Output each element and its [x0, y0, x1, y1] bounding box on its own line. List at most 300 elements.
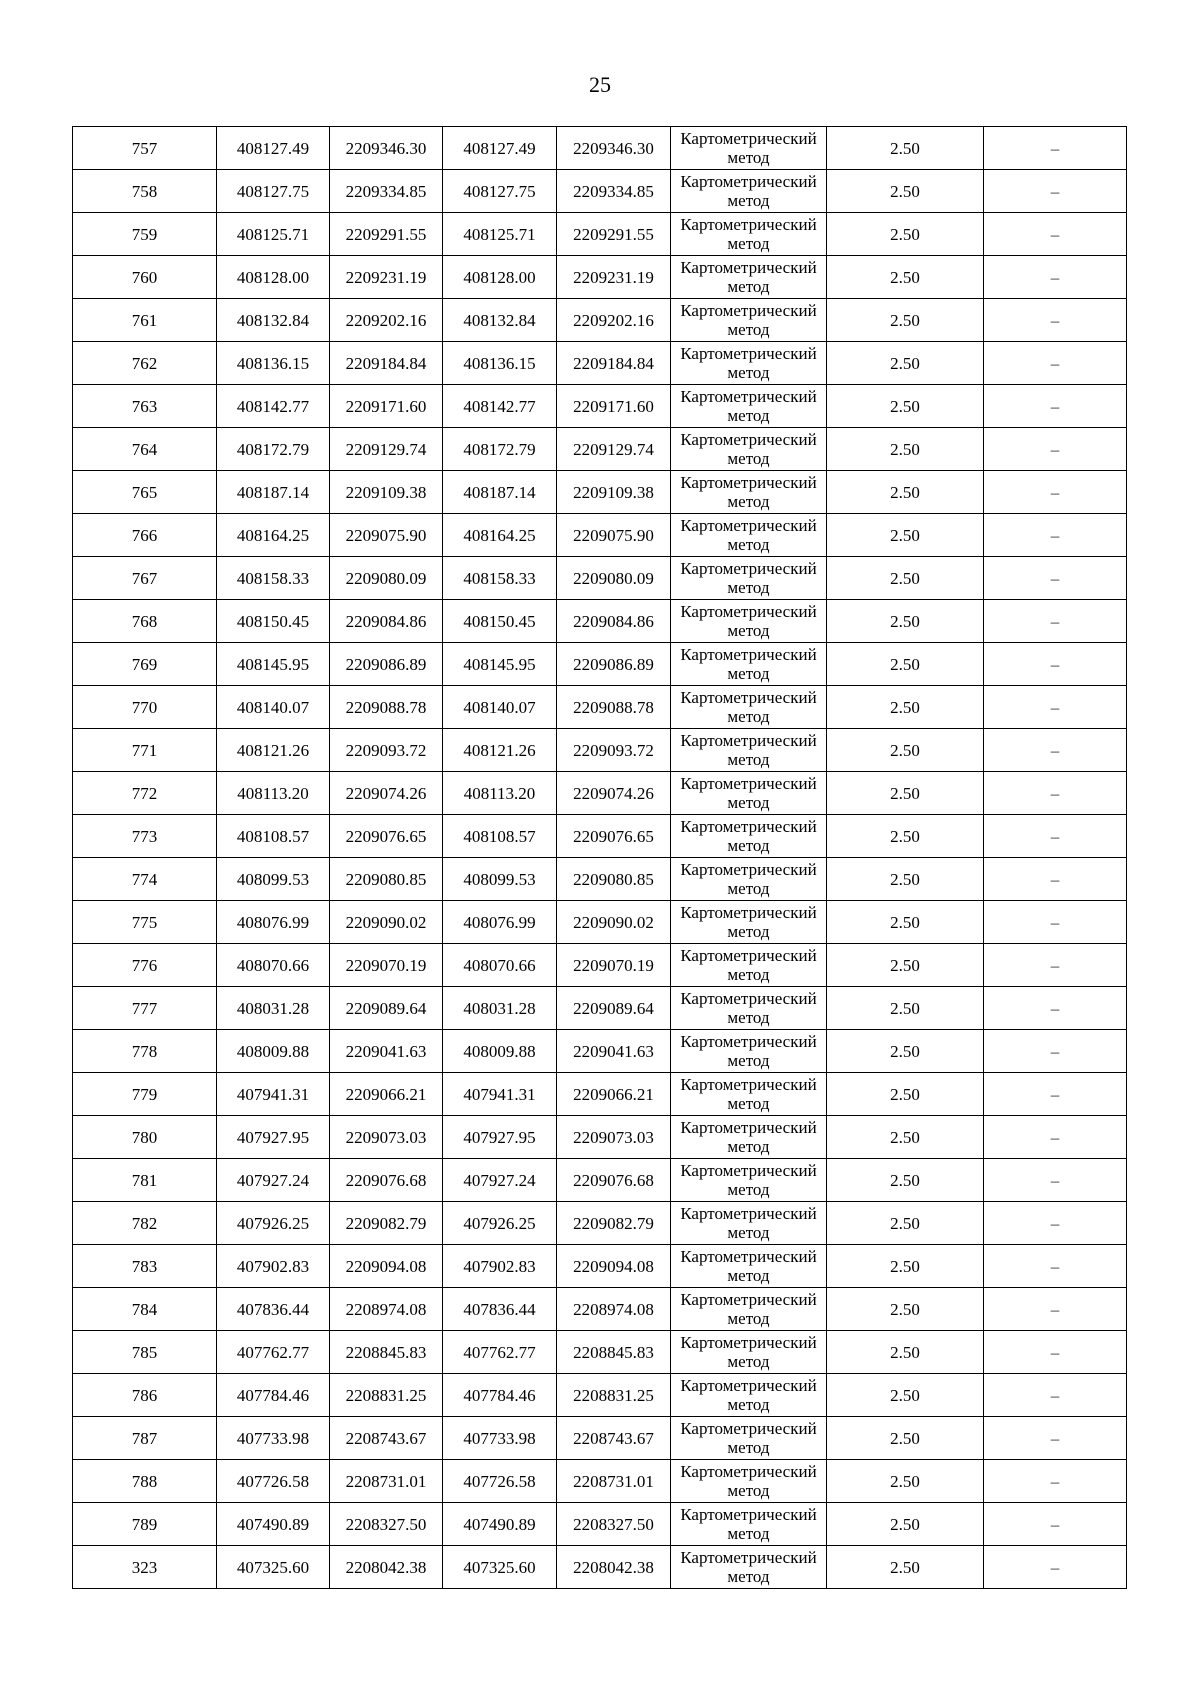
note-cell: – — [984, 1546, 1127, 1589]
y-coordinate-cell: 2208743.67 — [330, 1417, 443, 1460]
x-coordinate-cell: 408121.26 — [217, 729, 330, 772]
x-coordinate-cell: 408136.15 — [217, 342, 330, 385]
note-cell: – — [984, 1116, 1127, 1159]
note-cell: – — [984, 600, 1127, 643]
method-cell: Картометрический метод — [671, 1331, 827, 1374]
point-number-cell: 777 — [73, 987, 217, 1030]
x-coordinate-cell: 408136.15 — [443, 342, 557, 385]
method-cell: Картометрический метод — [671, 213, 827, 256]
x-coordinate-cell: 408145.95 — [443, 643, 557, 686]
table-body — [73, 127, 1127, 1589]
point-number-cell: 323 — [73, 1546, 217, 1589]
y-coordinate-cell: 2209231.19 — [330, 256, 443, 299]
y-coordinate-cell: 2209093.72 — [557, 729, 671, 772]
table-row — [73, 729, 1127, 772]
y-coordinate-cell: 2208974.08 — [330, 1288, 443, 1331]
note-cell: – — [984, 170, 1127, 213]
x-coordinate-cell: 407926.25 — [443, 1202, 557, 1245]
method-cell: Картометрический метод — [671, 1245, 827, 1288]
table-row — [73, 1546, 1127, 1589]
x-coordinate-cell: 408132.84 — [443, 299, 557, 342]
y-coordinate-cell: 2209084.86 — [557, 600, 671, 643]
accuracy-cell: 2.50 — [827, 1417, 984, 1460]
method-cell: Картометрический метод — [671, 1288, 827, 1331]
accuracy-cell: 2.50 — [827, 514, 984, 557]
x-coordinate-cell: 407836.44 — [443, 1288, 557, 1331]
point-number-cell: 765 — [73, 471, 217, 514]
y-coordinate-cell: 2209334.85 — [557, 170, 671, 213]
x-coordinate-cell: 408076.99 — [443, 901, 557, 944]
point-number-cell: 773 — [73, 815, 217, 858]
accuracy-cell: 2.50 — [827, 1245, 984, 1288]
method-cell: Картометрический метод — [671, 1417, 827, 1460]
point-number-cell: 762 — [73, 342, 217, 385]
accuracy-cell: 2.50 — [827, 342, 984, 385]
point-number-cell: 766 — [73, 514, 217, 557]
x-coordinate-cell: 407490.89 — [443, 1503, 557, 1546]
x-coordinate-cell: 408164.25 — [443, 514, 557, 557]
accuracy-cell: 2.50 — [827, 428, 984, 471]
note-cell: – — [984, 557, 1127, 600]
y-coordinate-cell: 2208042.38 — [557, 1546, 671, 1589]
x-coordinate-cell: 408158.33 — [217, 557, 330, 600]
table-row — [73, 1503, 1127, 1546]
table-row — [73, 1245, 1127, 1288]
point-number-cell: 776 — [73, 944, 217, 987]
method-cell: Картометрический метод — [671, 1030, 827, 1073]
y-coordinate-cell: 2209076.68 — [557, 1159, 671, 1202]
table-row — [73, 1030, 1127, 1073]
x-coordinate-cell: 407726.58 — [443, 1460, 557, 1503]
accuracy-cell: 2.50 — [827, 944, 984, 987]
x-coordinate-cell: 407325.60 — [217, 1546, 330, 1589]
table-row — [73, 858, 1127, 901]
y-coordinate-cell: 2209202.16 — [557, 299, 671, 342]
x-coordinate-cell: 408140.07 — [217, 686, 330, 729]
table-row — [73, 643, 1127, 686]
accuracy-cell: 2.50 — [827, 600, 984, 643]
accuracy-cell: 2.50 — [827, 1460, 984, 1503]
method-cell: Картометрический метод — [671, 385, 827, 428]
method-cell: Картометрический метод — [671, 256, 827, 299]
method-cell: Картометрический метод — [671, 1116, 827, 1159]
point-number-cell: 771 — [73, 729, 217, 772]
table-row — [73, 686, 1127, 729]
table-row — [73, 514, 1127, 557]
x-coordinate-cell: 408127.75 — [443, 170, 557, 213]
x-coordinate-cell: 408128.00 — [443, 256, 557, 299]
note-cell: – — [984, 643, 1127, 686]
note-cell: – — [984, 815, 1127, 858]
point-number-cell: 787 — [73, 1417, 217, 1460]
y-coordinate-cell: 2209090.02 — [330, 901, 443, 944]
x-coordinate-cell: 407927.95 — [443, 1116, 557, 1159]
y-coordinate-cell: 2209334.85 — [330, 170, 443, 213]
y-coordinate-cell: 2208845.83 — [557, 1331, 671, 1374]
y-coordinate-cell: 2209171.60 — [557, 385, 671, 428]
point-number-cell: 782 — [73, 1202, 217, 1245]
x-coordinate-cell: 408158.33 — [443, 557, 557, 600]
x-coordinate-cell: 408127.49 — [443, 127, 557, 170]
x-coordinate-cell: 407762.77 — [443, 1331, 557, 1374]
accuracy-cell: 2.50 — [827, 471, 984, 514]
note-cell: – — [984, 213, 1127, 256]
x-coordinate-cell: 407902.83 — [217, 1245, 330, 1288]
method-cell: Картометрический метод — [671, 987, 827, 1030]
y-coordinate-cell: 2209074.26 — [557, 772, 671, 815]
point-number-cell: 772 — [73, 772, 217, 815]
y-coordinate-cell: 2209075.90 — [557, 514, 671, 557]
x-coordinate-cell: 408172.79 — [217, 428, 330, 471]
y-coordinate-cell: 2209075.90 — [330, 514, 443, 557]
note-cell: – — [984, 1460, 1127, 1503]
table-row — [73, 944, 1127, 987]
note-cell: – — [984, 1030, 1127, 1073]
x-coordinate-cell: 408076.99 — [217, 901, 330, 944]
y-coordinate-cell: 2209089.64 — [557, 987, 671, 1030]
point-number-cell: 764 — [73, 428, 217, 471]
accuracy-cell: 2.50 — [827, 1159, 984, 1202]
y-coordinate-cell: 2209089.64 — [330, 987, 443, 1030]
point-number-cell: 774 — [73, 858, 217, 901]
y-coordinate-cell: 2209088.78 — [557, 686, 671, 729]
point-number-cell: 769 — [73, 643, 217, 686]
method-cell: Картометрический метод — [671, 1460, 827, 1503]
table-row — [73, 1417, 1127, 1460]
y-coordinate-cell: 2208831.25 — [557, 1374, 671, 1417]
x-coordinate-cell: 408031.28 — [443, 987, 557, 1030]
y-coordinate-cell: 2209291.55 — [557, 213, 671, 256]
note-cell: – — [984, 858, 1127, 901]
method-cell: Картометрический метод — [671, 1503, 827, 1546]
note-cell: – — [984, 514, 1127, 557]
note-cell: – — [984, 256, 1127, 299]
y-coordinate-cell: 2209076.65 — [330, 815, 443, 858]
x-coordinate-cell: 408070.66 — [443, 944, 557, 987]
table-row — [73, 385, 1127, 428]
y-coordinate-cell: 2209074.26 — [330, 772, 443, 815]
y-coordinate-cell: 2209093.72 — [330, 729, 443, 772]
method-cell: Картометрический метод — [671, 299, 827, 342]
y-coordinate-cell: 2209094.08 — [330, 1245, 443, 1288]
y-coordinate-cell: 2208731.01 — [557, 1460, 671, 1503]
point-number-cell: 788 — [73, 1460, 217, 1503]
x-coordinate-cell: 408121.26 — [443, 729, 557, 772]
y-coordinate-cell: 2208042.38 — [330, 1546, 443, 1589]
method-cell: Картометрический метод — [671, 170, 827, 213]
method-cell: Картометрический метод — [671, 1202, 827, 1245]
point-number-cell: 763 — [73, 385, 217, 428]
y-coordinate-cell: 2209291.55 — [330, 213, 443, 256]
accuracy-cell: 2.50 — [827, 1331, 984, 1374]
point-number-cell: 775 — [73, 901, 217, 944]
method-cell: Картометрический метод — [671, 858, 827, 901]
y-coordinate-cell: 2209184.84 — [557, 342, 671, 385]
x-coordinate-cell: 407926.25 — [217, 1202, 330, 1245]
table-row — [73, 127, 1127, 170]
note-cell: – — [984, 772, 1127, 815]
x-coordinate-cell: 408009.88 — [443, 1030, 557, 1073]
note-cell: – — [984, 1288, 1127, 1331]
y-coordinate-cell: 2208327.50 — [330, 1503, 443, 1546]
accuracy-cell: 2.50 — [827, 1030, 984, 1073]
coordinates-table — [72, 126, 1127, 1589]
accuracy-cell: 2.50 — [827, 858, 984, 901]
note-cell: – — [984, 1374, 1127, 1417]
accuracy-cell: 2.50 — [827, 1288, 984, 1331]
y-coordinate-cell: 2209082.79 — [557, 1202, 671, 1245]
note-cell: – — [984, 127, 1127, 170]
note-cell: – — [984, 385, 1127, 428]
x-coordinate-cell: 408145.95 — [217, 643, 330, 686]
y-coordinate-cell: 2209231.19 — [557, 256, 671, 299]
note-cell: – — [984, 428, 1127, 471]
point-number-cell: 779 — [73, 1073, 217, 1116]
y-coordinate-cell: 2209109.38 — [557, 471, 671, 514]
point-number-cell: 759 — [73, 213, 217, 256]
x-coordinate-cell: 408142.77 — [443, 385, 557, 428]
x-coordinate-cell: 408142.77 — [217, 385, 330, 428]
point-number-cell: 778 — [73, 1030, 217, 1073]
x-coordinate-cell: 407726.58 — [217, 1460, 330, 1503]
y-coordinate-cell: 2209080.85 — [557, 858, 671, 901]
x-coordinate-cell: 407927.24 — [443, 1159, 557, 1202]
table-row — [73, 772, 1127, 815]
y-coordinate-cell: 2209082.79 — [330, 1202, 443, 1245]
method-cell: Картометрический метод — [671, 557, 827, 600]
point-number-cell: 784 — [73, 1288, 217, 1331]
x-coordinate-cell: 407927.24 — [217, 1159, 330, 1202]
x-coordinate-cell: 408127.49 — [217, 127, 330, 170]
accuracy-cell: 2.50 — [827, 901, 984, 944]
accuracy-cell: 2.50 — [827, 772, 984, 815]
y-coordinate-cell: 2208743.67 — [557, 1417, 671, 1460]
x-coordinate-cell: 407784.46 — [443, 1374, 557, 1417]
table-row — [73, 299, 1127, 342]
y-coordinate-cell: 2209129.74 — [557, 428, 671, 471]
table-row — [73, 1374, 1127, 1417]
point-number-cell: 768 — [73, 600, 217, 643]
accuracy-cell: 2.50 — [827, 127, 984, 170]
accuracy-cell: 2.50 — [827, 686, 984, 729]
method-cell: Картометрический метод — [671, 1546, 827, 1589]
method-cell: Картометрический метод — [671, 514, 827, 557]
method-cell: Картометрический метод — [671, 1374, 827, 1417]
y-coordinate-cell: 2209080.09 — [330, 557, 443, 600]
accuracy-cell: 2.50 — [827, 1073, 984, 1116]
y-coordinate-cell: 2209041.63 — [330, 1030, 443, 1073]
y-coordinate-cell: 2209088.78 — [330, 686, 443, 729]
point-number-cell: 780 — [73, 1116, 217, 1159]
accuracy-cell: 2.50 — [827, 643, 984, 686]
table-row — [73, 987, 1127, 1030]
accuracy-cell: 2.50 — [827, 1116, 984, 1159]
table-row — [73, 213, 1127, 256]
method-cell: Картометрический метод — [671, 729, 827, 772]
x-coordinate-cell: 407902.83 — [443, 1245, 557, 1288]
accuracy-cell: 2.50 — [827, 1503, 984, 1546]
table-row — [73, 600, 1127, 643]
y-coordinate-cell: 2209086.89 — [330, 643, 443, 686]
method-cell: Картометрический метод — [671, 342, 827, 385]
point-number-cell: 757 — [73, 127, 217, 170]
y-coordinate-cell: 2209090.02 — [557, 901, 671, 944]
accuracy-cell: 2.50 — [827, 815, 984, 858]
table-row — [73, 557, 1127, 600]
method-cell: Картометрический метод — [671, 1073, 827, 1116]
method-cell: Картометрический метод — [671, 428, 827, 471]
table-row — [73, 1202, 1127, 1245]
method-cell: Картометрический метод — [671, 944, 827, 987]
note-cell: – — [984, 1331, 1127, 1374]
x-coordinate-cell: 407836.44 — [217, 1288, 330, 1331]
y-coordinate-cell: 2209080.85 — [330, 858, 443, 901]
accuracy-cell: 2.50 — [827, 299, 984, 342]
y-coordinate-cell: 2209084.86 — [330, 600, 443, 643]
accuracy-cell: 2.50 — [827, 1546, 984, 1589]
point-number-cell: 770 — [73, 686, 217, 729]
y-coordinate-cell: 2209184.84 — [330, 342, 443, 385]
y-coordinate-cell: 2209171.60 — [330, 385, 443, 428]
x-coordinate-cell: 408187.14 — [443, 471, 557, 514]
table-row — [73, 815, 1127, 858]
y-coordinate-cell: 2209346.30 — [557, 127, 671, 170]
x-coordinate-cell: 407941.31 — [217, 1073, 330, 1116]
x-coordinate-cell: 407784.46 — [217, 1374, 330, 1417]
x-coordinate-cell: 408164.25 — [217, 514, 330, 557]
method-cell: Картометрический метод — [671, 643, 827, 686]
y-coordinate-cell: 2209094.08 — [557, 1245, 671, 1288]
x-coordinate-cell: 408108.57 — [443, 815, 557, 858]
x-coordinate-cell: 408113.20 — [217, 772, 330, 815]
method-cell: Картометрический метод — [671, 772, 827, 815]
y-coordinate-cell: 2209076.65 — [557, 815, 671, 858]
method-cell: Картометрический метод — [671, 1159, 827, 1202]
note-cell: – — [984, 944, 1127, 987]
accuracy-cell: 2.50 — [827, 557, 984, 600]
x-coordinate-cell: 408132.84 — [217, 299, 330, 342]
y-coordinate-cell: 2209109.38 — [330, 471, 443, 514]
point-number-cell: 767 — [73, 557, 217, 600]
x-coordinate-cell: 408113.20 — [443, 772, 557, 815]
note-cell: – — [984, 1503, 1127, 1546]
table-row — [73, 1159, 1127, 1202]
page-number: 25 — [589, 72, 611, 97]
x-coordinate-cell: 407733.98 — [443, 1417, 557, 1460]
method-cell: Картометрический метод — [671, 901, 827, 944]
note-cell: – — [984, 729, 1127, 772]
table-row — [73, 1331, 1127, 1374]
x-coordinate-cell: 407762.77 — [217, 1331, 330, 1374]
table-row — [73, 342, 1127, 385]
y-coordinate-cell: 2209129.74 — [330, 428, 443, 471]
note-cell: – — [984, 686, 1127, 729]
table-row — [73, 170, 1127, 213]
table-row — [73, 1116, 1127, 1159]
point-number-cell: 760 — [73, 256, 217, 299]
x-coordinate-cell: 408127.75 — [217, 170, 330, 213]
table-row — [73, 471, 1127, 514]
accuracy-cell: 2.50 — [827, 987, 984, 1030]
x-coordinate-cell: 408140.07 — [443, 686, 557, 729]
y-coordinate-cell: 2209076.68 — [330, 1159, 443, 1202]
y-coordinate-cell: 2209346.30 — [330, 127, 443, 170]
note-cell: – — [984, 471, 1127, 514]
y-coordinate-cell: 2208974.08 — [557, 1288, 671, 1331]
method-cell: Картометрический метод — [671, 471, 827, 514]
y-coordinate-cell: 2209073.03 — [557, 1116, 671, 1159]
x-coordinate-cell: 407325.60 — [443, 1546, 557, 1589]
point-number-cell: 761 — [73, 299, 217, 342]
x-coordinate-cell: 408099.53 — [443, 858, 557, 901]
method-cell: Картометрический метод — [671, 600, 827, 643]
point-number-cell: 786 — [73, 1374, 217, 1417]
note-cell: – — [984, 987, 1127, 1030]
y-coordinate-cell: 2208831.25 — [330, 1374, 443, 1417]
note-cell: – — [984, 1245, 1127, 1288]
accuracy-cell: 2.50 — [827, 1202, 984, 1245]
x-coordinate-cell: 408108.57 — [217, 815, 330, 858]
note-cell: – — [984, 1073, 1127, 1116]
accuracy-cell: 2.50 — [827, 170, 984, 213]
x-coordinate-cell: 408125.71 — [443, 213, 557, 256]
y-coordinate-cell: 2209202.16 — [330, 299, 443, 342]
method-cell: Картометрический метод — [671, 686, 827, 729]
x-coordinate-cell: 407733.98 — [217, 1417, 330, 1460]
table-row — [73, 901, 1127, 944]
point-number-cell: 785 — [73, 1331, 217, 1374]
y-coordinate-cell: 2208845.83 — [330, 1331, 443, 1374]
accuracy-cell: 2.50 — [827, 1374, 984, 1417]
note-cell: – — [984, 1417, 1127, 1460]
x-coordinate-cell: 408150.45 — [217, 600, 330, 643]
note-cell: – — [984, 1202, 1127, 1245]
note-cell: – — [984, 1159, 1127, 1202]
point-number-cell: 789 — [73, 1503, 217, 1546]
note-cell: – — [984, 299, 1127, 342]
x-coordinate-cell: 408009.88 — [217, 1030, 330, 1073]
table-row — [73, 256, 1127, 299]
accuracy-cell: 2.50 — [827, 213, 984, 256]
table-row — [73, 1073, 1127, 1116]
point-number-cell: 781 — [73, 1159, 217, 1202]
y-coordinate-cell: 2208731.01 — [330, 1460, 443, 1503]
x-coordinate-cell: 408070.66 — [217, 944, 330, 987]
table-row — [73, 428, 1127, 471]
x-coordinate-cell: 407490.89 — [217, 1503, 330, 1546]
x-coordinate-cell: 408125.71 — [217, 213, 330, 256]
x-coordinate-cell: 408187.14 — [217, 471, 330, 514]
y-coordinate-cell: 2209041.63 — [557, 1030, 671, 1073]
y-coordinate-cell: 2208327.50 — [557, 1503, 671, 1546]
y-coordinate-cell: 2209070.19 — [557, 944, 671, 987]
point-number-cell: 758 — [73, 170, 217, 213]
method-cell: Картометрический метод — [671, 815, 827, 858]
y-coordinate-cell: 2209086.89 — [557, 643, 671, 686]
note-cell: – — [984, 901, 1127, 944]
accuracy-cell: 2.50 — [827, 256, 984, 299]
accuracy-cell: 2.50 — [827, 729, 984, 772]
x-coordinate-cell: 407927.95 — [217, 1116, 330, 1159]
y-coordinate-cell: 2209070.19 — [330, 944, 443, 987]
y-coordinate-cell: 2209073.03 — [330, 1116, 443, 1159]
accuracy-cell: 2.50 — [827, 385, 984, 428]
x-coordinate-cell: 408031.28 — [217, 987, 330, 1030]
x-coordinate-cell: 407941.31 — [443, 1073, 557, 1116]
y-coordinate-cell: 2209080.09 — [557, 557, 671, 600]
y-coordinate-cell: 2209066.21 — [557, 1073, 671, 1116]
x-coordinate-cell: 408099.53 — [217, 858, 330, 901]
